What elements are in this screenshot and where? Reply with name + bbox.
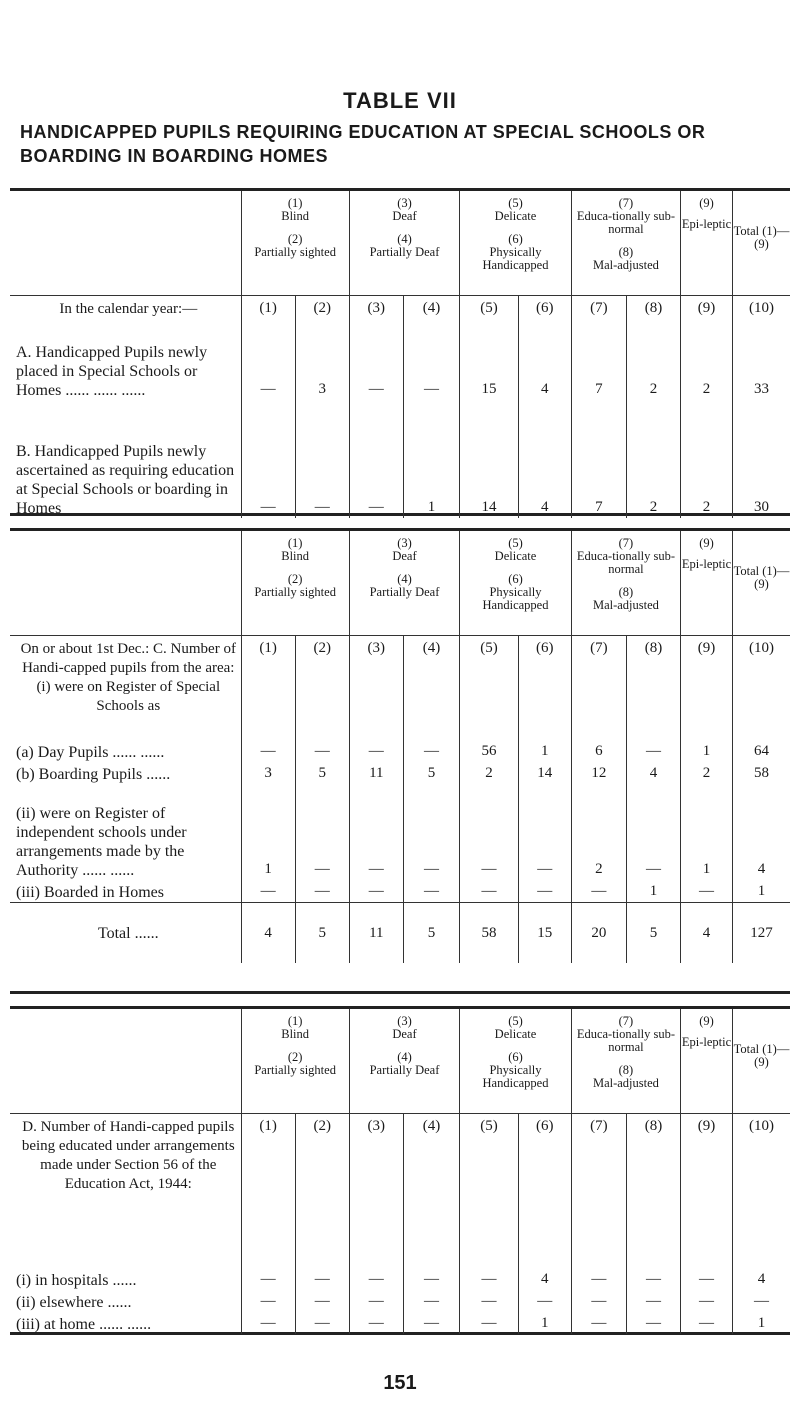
table-cell: — [295, 1268, 349, 1290]
table-cell: 11 [349, 762, 403, 784]
table-row [10, 784, 790, 880]
column-number-8: (8) [626, 636, 680, 740]
table-cell: — [403, 740, 459, 762]
column-label: Total (1)— (9) [733, 1042, 790, 1069]
column-label: Partially sighted [254, 245, 336, 259]
table-cell: 1 [681, 740, 733, 762]
column-group-4 [571, 1009, 680, 1114]
column-group-1 [241, 191, 349, 296]
column-label: Blind [281, 1027, 310, 1041]
table-cell: — [460, 1268, 519, 1290]
table-cell: — [295, 784, 349, 880]
table-cell: — [349, 320, 403, 400]
table-row [10, 1290, 790, 1312]
table-cell: 5 [403, 762, 459, 784]
table-cell: — [681, 1268, 733, 1290]
table-cell: 4 [518, 1268, 571, 1290]
column-number: (9) [699, 536, 714, 550]
column-label: Epi-leptic [681, 557, 732, 571]
section-b-header [10, 531, 790, 636]
table-cell: — [460, 1290, 519, 1312]
table-cell: — [681, 880, 733, 903]
table-cell: 3 [295, 320, 349, 400]
column-number-5: (5) [460, 636, 519, 740]
column-label: Mal-adjusted [592, 1076, 659, 1090]
table-cell: 12 [571, 762, 626, 784]
table-row [10, 1268, 790, 1290]
row-label: (iii) at home ...... ...... [16, 1316, 152, 1333]
column-number-8: (8) [626, 1114, 680, 1268]
column-label: Blind [281, 209, 310, 223]
table-cell: — [460, 784, 519, 880]
column-number-6: (6) [518, 636, 571, 740]
section-c-body [10, 1114, 790, 1334]
total-cell: 127 [732, 903, 790, 964]
column-label: Mal-adjusted [592, 258, 659, 272]
column-number-1: (1) [241, 636, 295, 740]
table-cell: — [349, 1312, 403, 1334]
column-label: Partially sighted [254, 1063, 336, 1077]
total-label: Total ...... [10, 903, 241, 964]
row-label: (b) Boarding Pupils ...... [16, 766, 171, 783]
column-label: Partially sighted [254, 585, 336, 599]
table-cell: — [295, 1312, 349, 1334]
column-number: (4) [397, 1050, 412, 1064]
table-cell: — [349, 400, 403, 518]
table-cell: — [571, 880, 626, 903]
table-cell: — [349, 784, 403, 880]
total-cell: 5 [626, 903, 680, 964]
table-cell: 6 [571, 740, 626, 762]
total-cell: 4 [681, 903, 733, 964]
column-group-epileptic [681, 1009, 733, 1114]
column-number: (4) [397, 572, 412, 586]
table-cell: — [681, 1312, 733, 1334]
total-row [10, 903, 790, 964]
column-number-7: (7) [571, 1114, 626, 1268]
table-cell: — [241, 1268, 295, 1290]
column-group-4 [571, 531, 680, 636]
table-cell: — [295, 1290, 349, 1312]
column-number: (6) [508, 232, 523, 246]
table-cell: — [349, 880, 403, 903]
table-cell: — [241, 1312, 295, 1334]
column-label: Partially Deaf [369, 1063, 440, 1077]
column-label: Physically Handicapped [482, 1063, 549, 1090]
column-number-6: (6) [518, 1114, 571, 1268]
column-number-8: (8) [626, 296, 680, 320]
column-label: Epi-leptic [681, 1035, 732, 1049]
header-label-cell [10, 531, 241, 636]
table-cell: 2 [626, 320, 680, 400]
column-number-3: (3) [349, 296, 403, 320]
table-cell: — [295, 880, 349, 903]
column-group-3 [460, 191, 572, 296]
table-cell: — [349, 740, 403, 762]
table-cell: 7 [571, 320, 626, 400]
row-label: (a) Day Pupils ...... ...... [16, 744, 165, 761]
column-number-7: (7) [571, 636, 626, 740]
row-label: (iii) Boarded in Homes [16, 884, 164, 901]
column-number-9: (9) [681, 1114, 733, 1268]
table-cell: 2 [681, 400, 733, 518]
table-cell: — [403, 1268, 459, 1290]
column-label: Physically Handicapped [482, 585, 549, 612]
table-row [10, 320, 790, 400]
table-cell: — [571, 1290, 626, 1312]
total-cell: 11 [349, 903, 403, 964]
total-cell: 5 [295, 903, 349, 964]
table-cell: — [295, 400, 349, 518]
column-number: (9) [699, 1014, 714, 1028]
table-cell: 1 [732, 880, 790, 903]
table-cell: — [349, 1268, 403, 1290]
table-cell: — [403, 880, 459, 903]
column-number-6: (6) [518, 296, 571, 320]
column-number-1: (1) [241, 296, 295, 320]
column-label: Delicate [494, 549, 537, 563]
table-cell: — [626, 740, 680, 762]
column-label: Partially Deaf [369, 585, 440, 599]
table-cell: — [460, 1312, 519, 1334]
column-group-epileptic [681, 531, 733, 636]
column-number-4: (4) [403, 636, 459, 740]
column-label: Physically Handicapped [482, 245, 549, 272]
column-number-5: (5) [460, 296, 519, 320]
table-section-c [10, 1006, 790, 1335]
section-c-header [10, 1009, 790, 1114]
table-row [10, 1312, 790, 1334]
column-label: Mal-adjusted [592, 598, 659, 612]
column-label: Total (1)— (9) [733, 564, 790, 591]
table-cell: 5 [295, 762, 349, 784]
column-number: (1) [287, 1014, 303, 1028]
table-cell: 2 [626, 400, 680, 518]
table-cell: 58 [732, 762, 790, 784]
table-cell: 2 [571, 784, 626, 880]
header-label-cell [10, 1009, 241, 1114]
column-label: Educa-tionally sub-normal [576, 209, 676, 236]
header-label-cell [10, 191, 241, 296]
section-a-body [10, 296, 790, 518]
column-number: (8) [618, 245, 634, 259]
column-number: (7) [618, 536, 634, 550]
table-cell: — [571, 1312, 626, 1334]
table-cell: 4 [732, 1268, 790, 1290]
column-number-1: (1) [241, 1114, 295, 1268]
table-cell: — [460, 880, 519, 903]
total-cell: 4 [241, 903, 295, 964]
table-row [10, 740, 790, 762]
table-section-a [10, 188, 790, 516]
column-number: (7) [618, 1014, 634, 1028]
column-number-2: (2) [295, 1114, 349, 1268]
table-cell: — [626, 1312, 680, 1334]
column-number: (2) [287, 1050, 303, 1064]
row-label: (i) in hospitals ...... [16, 1272, 137, 1289]
column-group-1 [241, 531, 349, 636]
column-number-10: (10) [732, 1114, 790, 1268]
table-row [10, 762, 790, 784]
column-total [732, 191, 790, 296]
column-total [732, 531, 790, 636]
table-cell: 1 [241, 784, 295, 880]
table-cell: 1 [518, 1312, 571, 1334]
row-label: (ii) elsewhere ...... [16, 1294, 132, 1311]
total-cell: 15 [518, 903, 571, 964]
total-cell: 58 [460, 903, 519, 964]
page-number: 151 [383, 1372, 417, 1394]
column-label: Partially Deaf [369, 245, 440, 259]
table-cell: — [626, 784, 680, 880]
column-number: (6) [508, 1050, 523, 1064]
column-number: (7) [618, 196, 634, 210]
column-number-4: (4) [403, 1114, 459, 1268]
column-number: (2) [287, 572, 303, 586]
column-number: (8) [618, 1063, 634, 1077]
column-label: Deaf [392, 549, 417, 563]
column-number-7: (7) [571, 296, 626, 320]
row-label: (ii) were on Register of independent schools under arrangements made by the Authority ...... ...... [16, 805, 187, 879]
table-cell: 4 [518, 320, 571, 400]
total-cell: 5 [403, 903, 459, 964]
column-group-epileptic [681, 191, 733, 296]
column-number: (2) [287, 232, 303, 246]
column-number-5: (5) [460, 1114, 519, 1268]
column-group-2 [349, 531, 459, 636]
table-cell: 14 [518, 762, 571, 784]
column-label: Deaf [392, 1027, 417, 1041]
table-cell: — [571, 1268, 626, 1290]
table-cell: — [403, 320, 459, 400]
column-number-4: (4) [403, 296, 459, 320]
table-cell: 1 [681, 784, 733, 880]
table-cell: — [403, 1290, 459, 1312]
column-group-1 [241, 1009, 349, 1114]
section-intro: In the calendar year:— [59, 301, 198, 317]
column-number: (3) [397, 1014, 412, 1028]
table-cell: 14 [460, 400, 519, 518]
column-number: (4) [397, 232, 412, 246]
table-cell: 56 [460, 740, 519, 762]
total-cell: 20 [571, 903, 626, 964]
table-cell: 64 [732, 740, 790, 762]
table-cell: 1 [732, 1312, 790, 1334]
table-cell: 1 [626, 880, 680, 903]
table-cell: — [349, 1290, 403, 1312]
column-number: (5) [508, 1014, 523, 1028]
table-cell: 4 [732, 784, 790, 880]
table-cell: 3 [241, 762, 295, 784]
column-number: (1) [287, 536, 303, 550]
column-label: Blind [281, 549, 310, 563]
table-cell: 4 [626, 762, 680, 784]
table-cell: 2 [460, 762, 519, 784]
table-cell: — [241, 740, 295, 762]
table-cell: — [732, 1290, 790, 1312]
row-label: B. Handicapped Pupils newly ascertained as requiring education at Special Schools or boarding in Homes [16, 443, 235, 517]
table-cell: 2 [681, 762, 733, 784]
row-label: A. Handicapped Pupils newly placed in Special Schools or Homes ...... ...... ...... [16, 344, 208, 399]
column-number: (9) [699, 196, 714, 210]
table-cell: 4 [518, 400, 571, 518]
column-number-3: (3) [349, 636, 403, 740]
table-cell: — [626, 1268, 680, 1290]
table-cell: — [403, 784, 459, 880]
table-cell: — [518, 880, 571, 903]
column-total [732, 1009, 790, 1114]
column-number: (5) [508, 196, 523, 210]
column-number-9: (9) [681, 296, 733, 320]
column-label: Educa-tionally sub-normal [576, 549, 676, 576]
column-label: Epi-leptic [681, 217, 732, 231]
column-number-3: (3) [349, 1114, 403, 1268]
column-number: (1) [287, 196, 303, 210]
column-group-2 [349, 1009, 459, 1114]
column-number-10: (10) [732, 296, 790, 320]
column-number: (8) [618, 585, 634, 599]
column-label: Educa-tionally sub-normal [576, 1027, 676, 1054]
column-group-3 [460, 1009, 572, 1114]
table-cell: — [403, 1312, 459, 1334]
column-number: (6) [508, 572, 523, 586]
table-section-b [10, 528, 790, 994]
table-cell: 33 [732, 320, 790, 400]
section-intro: D. Number of Handi-capped pupils being educated under arrangements made under Section 56 of the Education Act, 1944: [21, 1119, 235, 1192]
column-number: (3) [397, 536, 412, 550]
column-label: Deaf [392, 209, 417, 223]
table-cell: — [681, 1290, 733, 1312]
table-cell: — [295, 740, 349, 762]
table-cell: — [241, 1290, 295, 1312]
table-row [10, 400, 790, 518]
table-row [10, 880, 790, 903]
column-number-2: (2) [295, 636, 349, 740]
column-group-2 [349, 191, 459, 296]
table-cell: 30 [732, 400, 790, 518]
table-cell: 7 [571, 400, 626, 518]
column-number-9: (9) [681, 636, 733, 740]
table-cell: 2 [681, 320, 733, 400]
table-cell: 1 [518, 740, 571, 762]
column-label: Delicate [494, 209, 537, 223]
section-b-body [10, 636, 790, 963]
column-number: (5) [508, 536, 523, 550]
table-cell: — [241, 400, 295, 518]
column-group-4 [571, 191, 680, 296]
table-cell: — [518, 784, 571, 880]
table-cell: — [241, 320, 295, 400]
column-number-10: (10) [732, 636, 790, 740]
table-subtitle: HANDICAPPED PUPILS REQUIRING EDUCATION AT SPECIAL SCHOOLS OR BOARDING IN BOARDING HOMES [20, 122, 706, 166]
column-label: Delicate [494, 1027, 537, 1041]
table-cell: 15 [460, 320, 519, 400]
table-cell: — [626, 1290, 680, 1312]
column-number: (3) [397, 196, 412, 210]
table-cell: — [241, 880, 295, 903]
table-cell: 1 [403, 400, 459, 518]
table-cell: — [518, 1290, 571, 1312]
column-number-2: (2) [295, 296, 349, 320]
section-intro: On or about 1st Dec.: C. Number of Handi-capped pupils from the area: (i) were on Register of Special Schools as [20, 641, 236, 714]
table-title: TABLE VII [343, 88, 457, 113]
section-a-header [10, 191, 790, 296]
column-label: Total (1)— (9) [733, 224, 790, 251]
column-group-3 [460, 531, 572, 636]
